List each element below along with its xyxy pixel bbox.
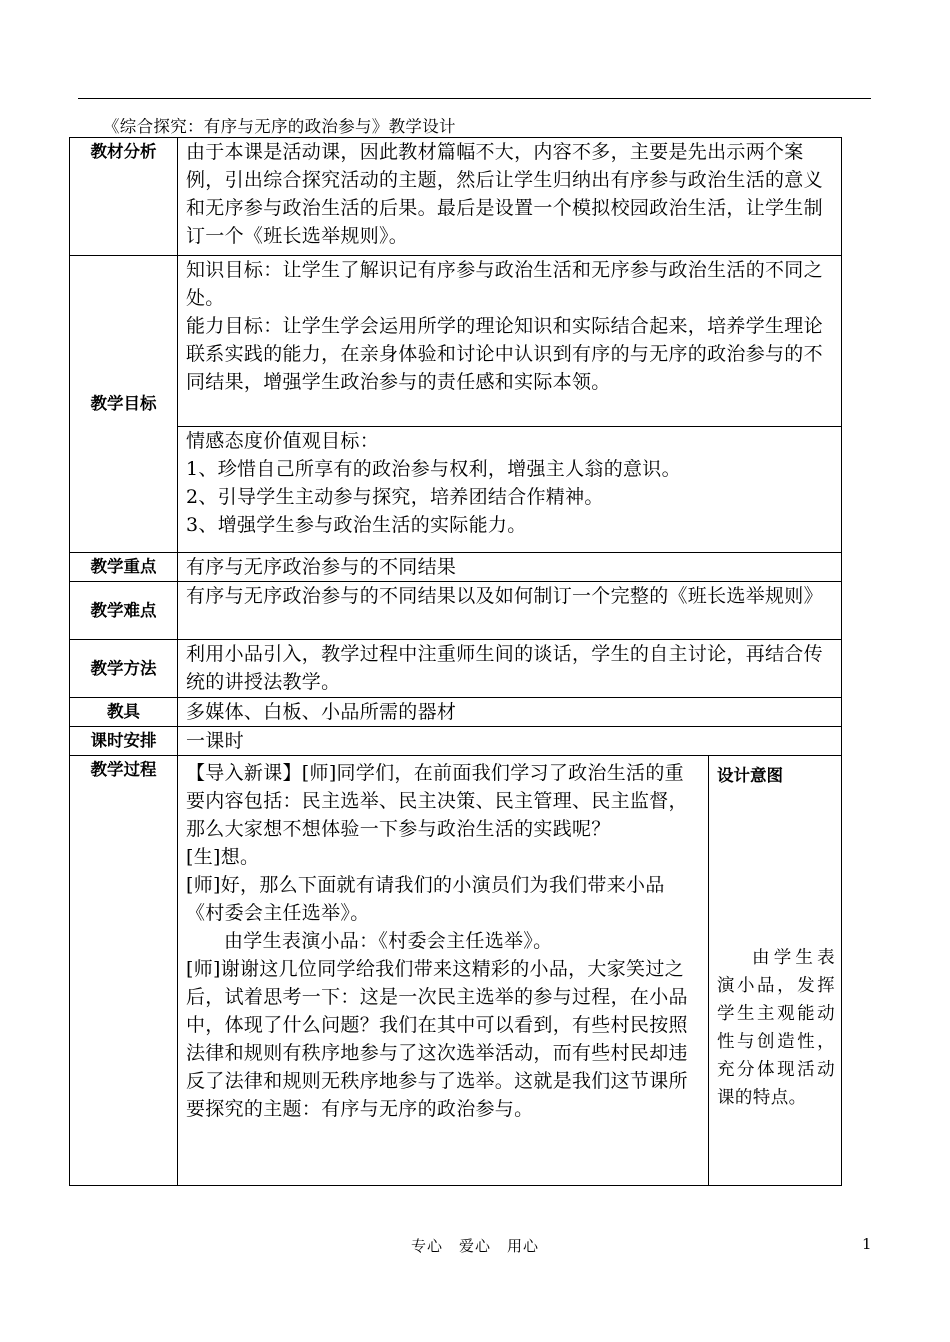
header-rule (78, 98, 871, 99)
objectives-emotion (178, 427, 842, 553)
design-intent-column (709, 756, 842, 1186)
tools-text: 多媒体、白板、小品所需的器材 (178, 698, 842, 727)
document-title: 《综合探究：有序与无序的政治参与》教学设计 (103, 117, 456, 136)
label-method: 教学方法 (70, 640, 178, 698)
key-point-text: 有序与无序政治参与的不同结果 (178, 553, 842, 582)
design-intent-label: 设计意图 (717, 766, 783, 785)
process-paragraph: 【导入新课】[师]同学们，在前面我们学习了政治生活的重要内容包括：民主选举、民主决策、民主管理、民主监督，那么大家想不想体验一下参与政治生活的实践呢？ (186, 762, 688, 840)
process-paragraph: 由学生表演小品：《村委会主任选举》。 (224, 930, 553, 952)
emotion-objective-title: 情感态度价值观目标： (186, 430, 380, 452)
label-process: 教学过程 (70, 756, 178, 1186)
page-number: 1 (862, 1235, 872, 1253)
label-key-point: 教学重点 (70, 553, 178, 582)
row-objectives-emotion (70, 427, 842, 553)
difficulty-text: 有序与无序政治参与的不同结果以及如何制订一个完整的《班长选举规则》 (178, 582, 842, 640)
lesson-plan-table (69, 137, 842, 1186)
materials-text: 由于本课是活动课，因此教材篇幅不大，内容不多，主要是先出示两个案例，引出综合探究活动的主题，然后让学生归纳出有序参与政治生活的意义和无序参与政治生活的后果。最后是设置一个模拟校园政治生活，让学生制订一个《班长选举规则》。 (178, 138, 842, 256)
row-difficulty (70, 582, 842, 640)
emotion-item: 2、引导学生主动参与探究，培养团结合作精神。 (186, 486, 604, 508)
row-process (70, 756, 842, 1186)
label-tools: 教具 (70, 698, 178, 727)
design-intent-text: 由学生表演小品，发挥学生主观能动性与创造性，充分体现活动课的特点。 (717, 948, 836, 1108)
label-objectives: 教学目标 (70, 256, 178, 553)
ability-objective: 能力目标：让学生学会运用所学的理论知识和实际结合起来，培养学生理论联系实践的能力，在亲身体验和讨论中认识到有序的与无序的政治参与的不同结果，增强学生政治参与的责任感和实际本领。 (186, 315, 823, 393)
row-tools (70, 698, 842, 727)
row-objectives (70, 256, 842, 427)
process-paragraph: [生]想。 (186, 846, 260, 868)
process-paragraph: [师]好，那么下面就有请我们的小演员们为我们带来小品《村委会主任选举》。 (186, 874, 665, 924)
row-method (70, 640, 842, 698)
schedule-text: 一课时 (178, 727, 842, 756)
row-schedule (70, 727, 842, 756)
objectives-knowledge-ability (178, 256, 842, 427)
method-text: 利用小品引入，教学过程中注重师生间的谈话，学生的自主讨论，再结合传统的讲授法教学。 (178, 640, 842, 698)
process-paragraph: [师]谢谢这几位同学给我们带来这精彩的小品，大家笑过之后，试着思考一下：这是一次民主选举的参与过程，在小品中，体现了什么问题？我们在其中可以看到，有些村民按照法律和规则有秩序地参与了这次选举活动，而有些村民却违反了法律和规则无秩序地参与了选举。这就是我们这节课所要探究的主题：有序与无序的政治参与。 (186, 958, 688, 1120)
emotion-item: 1、珍惜自己所享有的政治参与权利，增强主人翁的意识。 (186, 458, 681, 480)
footer-motto: 专心 爱心 用心 (410, 1237, 539, 1255)
label-materials: 教材分析 (70, 138, 178, 256)
process-text (178, 756, 709, 1186)
row-materials (70, 138, 842, 256)
label-schedule: 课时安排 (70, 727, 178, 756)
emotion-item: 3、增强学生参与政治生活的实际能力。 (186, 514, 527, 536)
label-difficulty: 教学难点 (70, 582, 178, 640)
knowledge-objective: 知识目标：让学生了解识记有序参与政治生活和无序参与政治生活的不同之处。 (186, 259, 823, 309)
row-key-point (70, 553, 842, 582)
